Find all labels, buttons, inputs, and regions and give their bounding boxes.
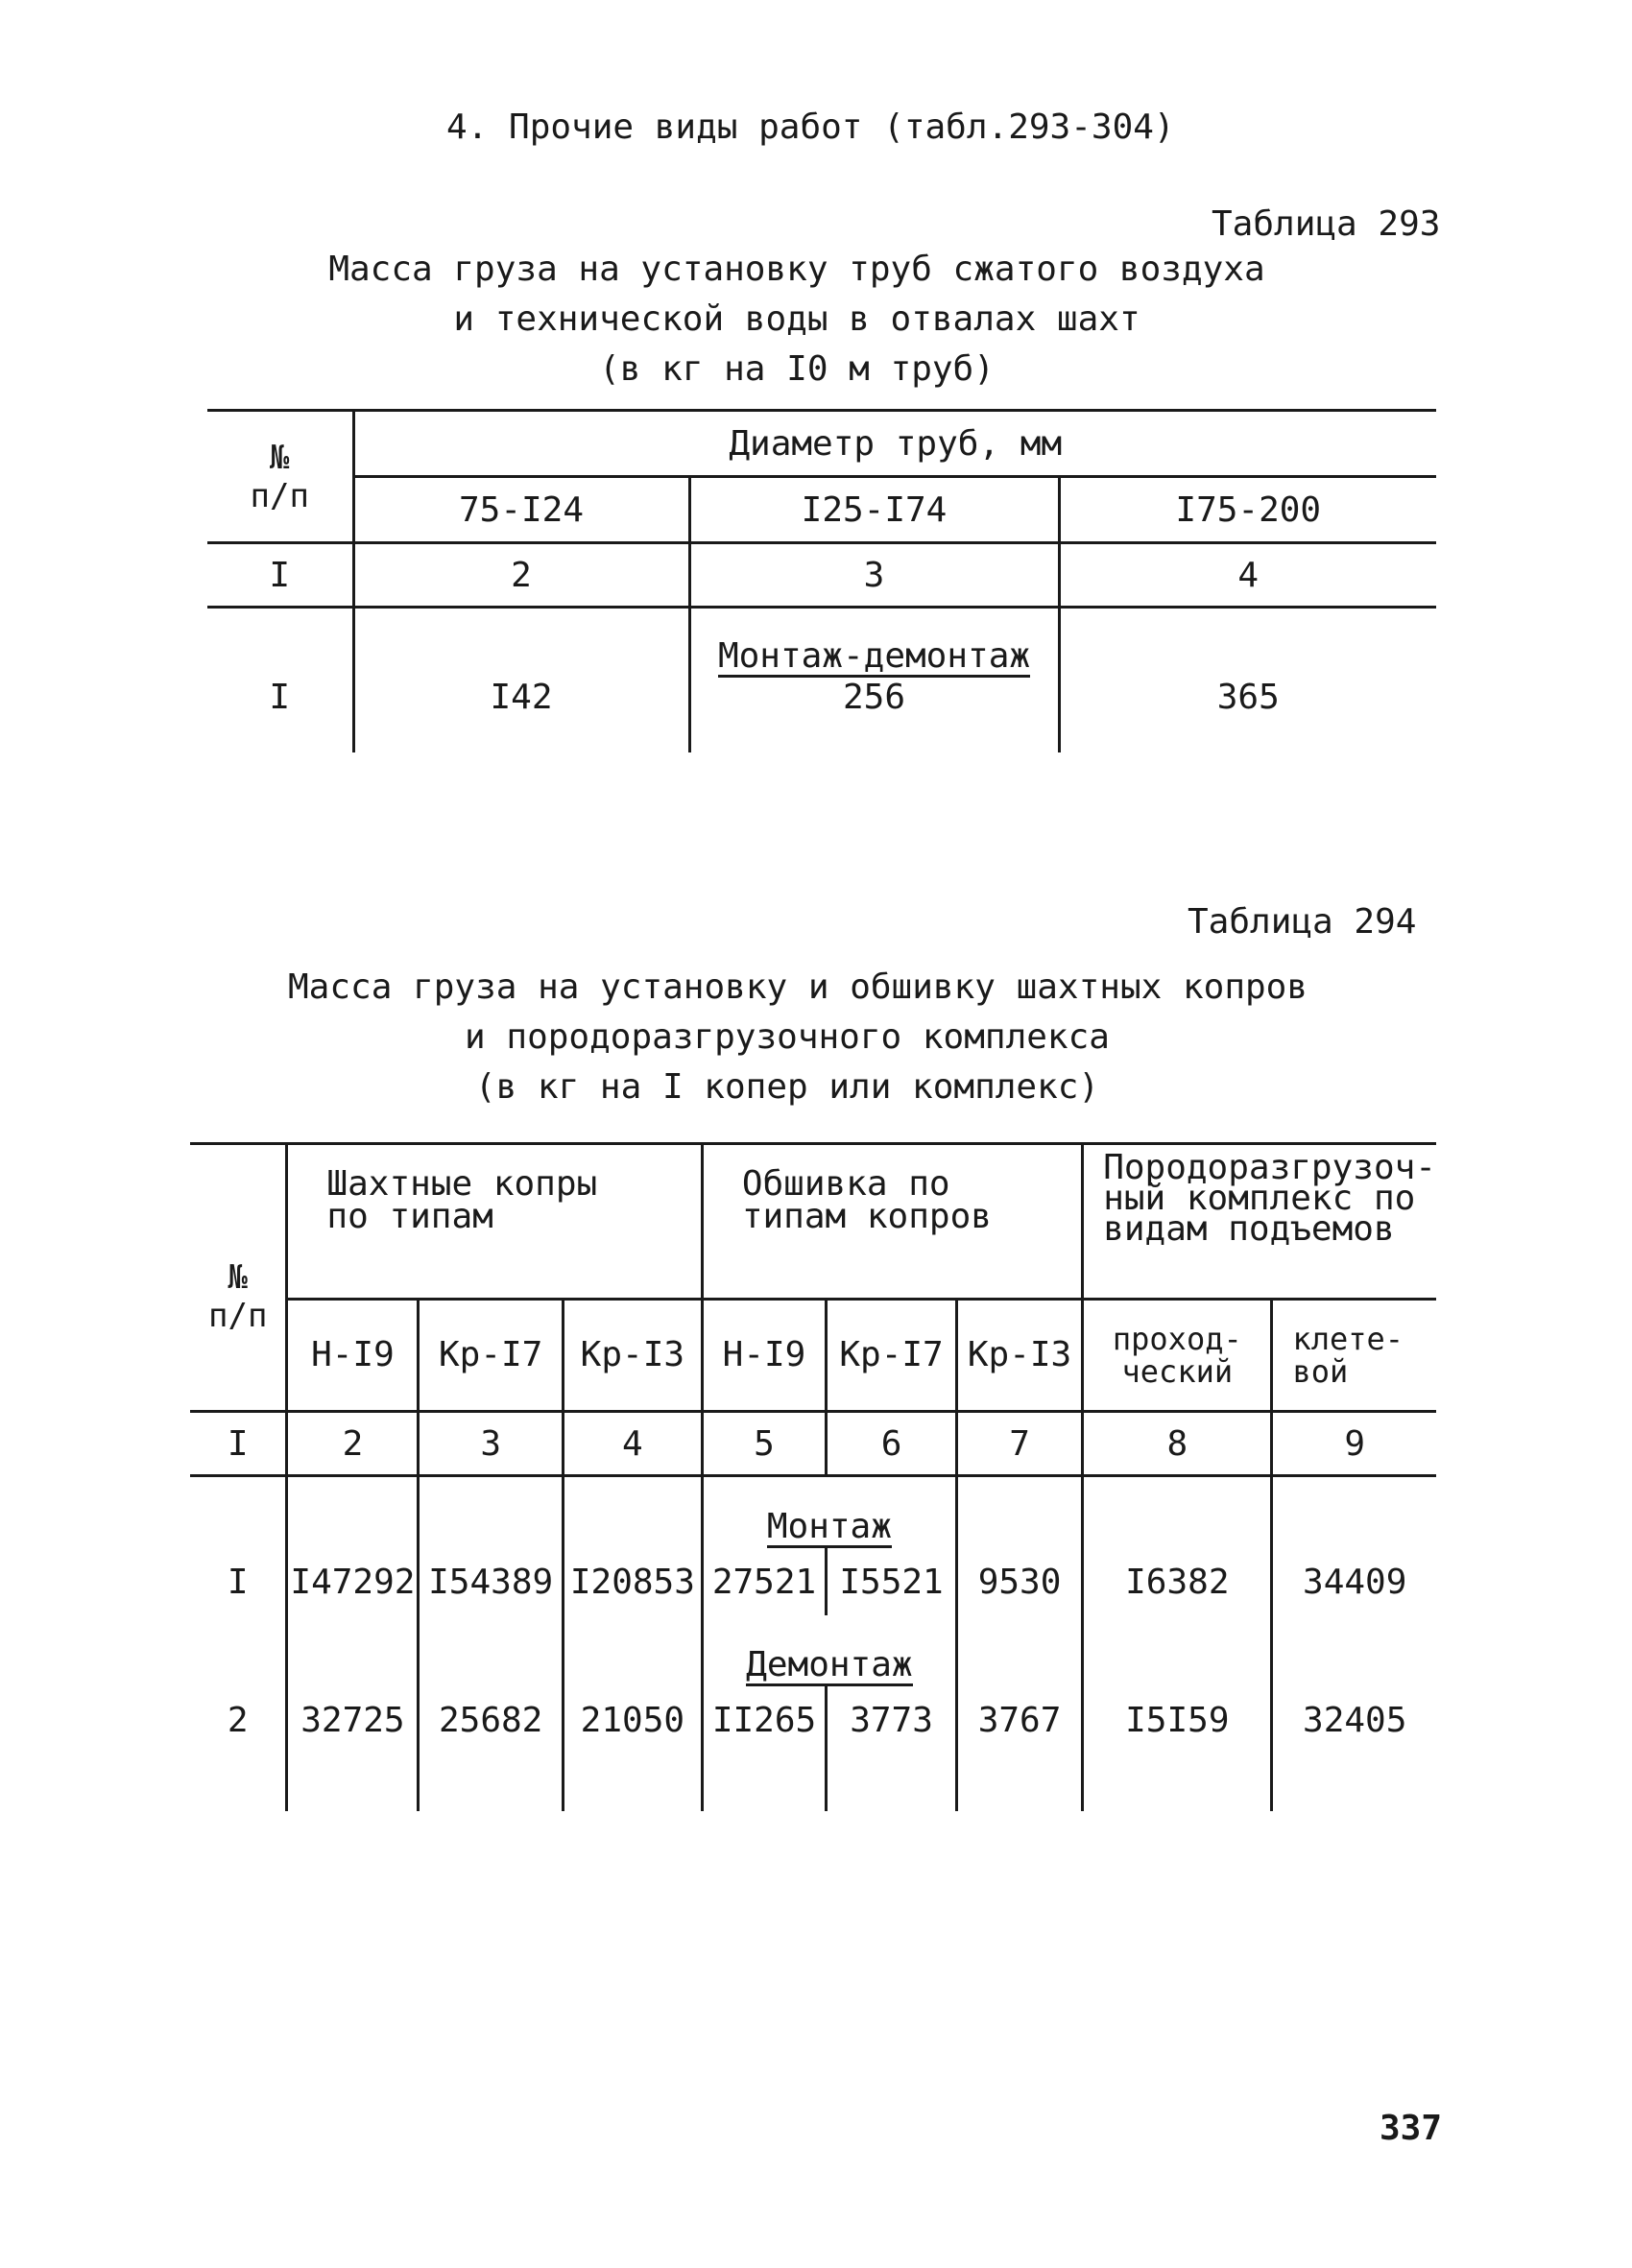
table-row bbox=[190, 1548, 1436, 1615]
row-number: I bbox=[227, 1562, 249, 1602]
table-293-title-line: (в кг на I0 м труб) bbox=[599, 349, 995, 389]
column-header: клете- вой bbox=[1272, 1299, 1436, 1411]
table-cell: 256 bbox=[689, 678, 1059, 724]
column-number: 3 bbox=[689, 543, 1059, 608]
column-number: I bbox=[269, 555, 291, 595]
header-group-cladding: Обшивка по типам копров bbox=[702, 1144, 1082, 1300]
column-header: Кр-I7 bbox=[827, 1299, 957, 1411]
header-group-rock-unloading: Породоразгрузоч- ный комплекс по видам подъемов bbox=[1083, 1144, 1436, 1300]
column-number: 6 bbox=[827, 1412, 957, 1476]
table-cell: 365 bbox=[1059, 678, 1436, 724]
header-group-shaft-headframes: Шахтные копры по типам bbox=[287, 1144, 702, 1300]
table-cell: 9530 bbox=[956, 1548, 1082, 1615]
table-293 bbox=[207, 409, 1436, 752]
column-header: Кр-I7 bbox=[419, 1299, 564, 1411]
section-label-cell bbox=[702, 1476, 956, 1549]
table-cell: 25682 bbox=[419, 1686, 564, 1754]
column-number: 4 bbox=[563, 1412, 702, 1476]
table-293-title-line: Масса груза на установку труб сжатого воздуха bbox=[328, 250, 1265, 289]
row-number: 2 bbox=[227, 1700, 249, 1740]
table-cell: I5I59 bbox=[1083, 1686, 1272, 1754]
table-cell: I20853 bbox=[563, 1548, 702, 1615]
column-header: I75-200 bbox=[1059, 477, 1436, 543]
column-number: 4 bbox=[1059, 543, 1436, 608]
column-number: 7 bbox=[956, 1412, 1082, 1476]
table-cell: 3767 bbox=[956, 1686, 1082, 1754]
table-cell: 34409 bbox=[1272, 1548, 1436, 1615]
table-293-title-line: и технической воды в отвалах шахт bbox=[453, 299, 1140, 339]
table-293-title bbox=[317, 245, 1277, 394]
column-number: I bbox=[227, 1423, 249, 1464]
column-number: 3 bbox=[419, 1412, 564, 1476]
table-294-number: Таблица 294 bbox=[1188, 902, 1417, 942]
section-label: Монтаж bbox=[766, 1507, 892, 1546]
table-row bbox=[207, 678, 1436, 724]
column-number: 5 bbox=[702, 1412, 826, 1476]
section-title: 4. Прочие виды работ (табл.293-304) bbox=[446, 107, 1175, 147]
page-number: 337 bbox=[1379, 2109, 1442, 2148]
section-label-cell bbox=[689, 608, 1059, 679]
section-label-cell bbox=[702, 1615, 956, 1686]
table-cell: I42 bbox=[353, 678, 689, 724]
table-cell: 27521 bbox=[702, 1548, 826, 1615]
column-header: Н-I9 bbox=[702, 1299, 826, 1411]
table-294-title-line: (в кг на I копер или комплекс) bbox=[474, 1067, 1100, 1107]
column-header: Кр-I3 bbox=[563, 1299, 702, 1411]
table-cell: 32405 bbox=[1272, 1686, 1436, 1754]
row-number: I bbox=[269, 678, 291, 717]
column-number: 2 bbox=[287, 1412, 419, 1476]
table-cell: I54389 bbox=[419, 1548, 564, 1615]
table-cell: 21050 bbox=[563, 1686, 702, 1754]
table-cell: II265 bbox=[702, 1686, 826, 1754]
column-header: Н-I9 bbox=[287, 1299, 419, 1411]
section-label: Демонтаж bbox=[746, 1645, 913, 1684]
table-cell: I5521 bbox=[827, 1548, 957, 1615]
column-header: 75-I24 bbox=[353, 477, 689, 543]
table-cell: I47292 bbox=[287, 1548, 419, 1615]
table-294 bbox=[190, 1142, 1436, 1811]
header-num-cell: № п/п bbox=[250, 438, 309, 515]
table-293-number: Таблица 293 bbox=[1212, 204, 1441, 244]
table-cell: 3773 bbox=[827, 1686, 957, 1754]
section-label: Монтаж-демонтаж bbox=[717, 636, 1031, 676]
table-294-title-line: Масса груза на установку и обшивку шахтных копров bbox=[288, 967, 1308, 1007]
column-header: I25-I74 bbox=[689, 477, 1059, 543]
column-number: 8 bbox=[1083, 1412, 1272, 1476]
header-num-cell: № п/п bbox=[208, 1258, 268, 1335]
column-header: проход- ческий bbox=[1083, 1299, 1272, 1411]
table-294-title bbox=[288, 963, 1308, 1112]
column-number: 2 bbox=[353, 543, 689, 608]
column-number: 9 bbox=[1272, 1412, 1436, 1476]
table-row bbox=[190, 1686, 1436, 1754]
table-cell: 32725 bbox=[287, 1686, 419, 1754]
table-294-title-line: и породоразгрузочного комплекса bbox=[465, 1017, 1110, 1057]
table-cell: I6382 bbox=[1083, 1548, 1272, 1615]
column-header: Кр-I3 bbox=[956, 1299, 1082, 1411]
header-group-diameter: Диаметр труб, мм bbox=[353, 411, 1436, 477]
